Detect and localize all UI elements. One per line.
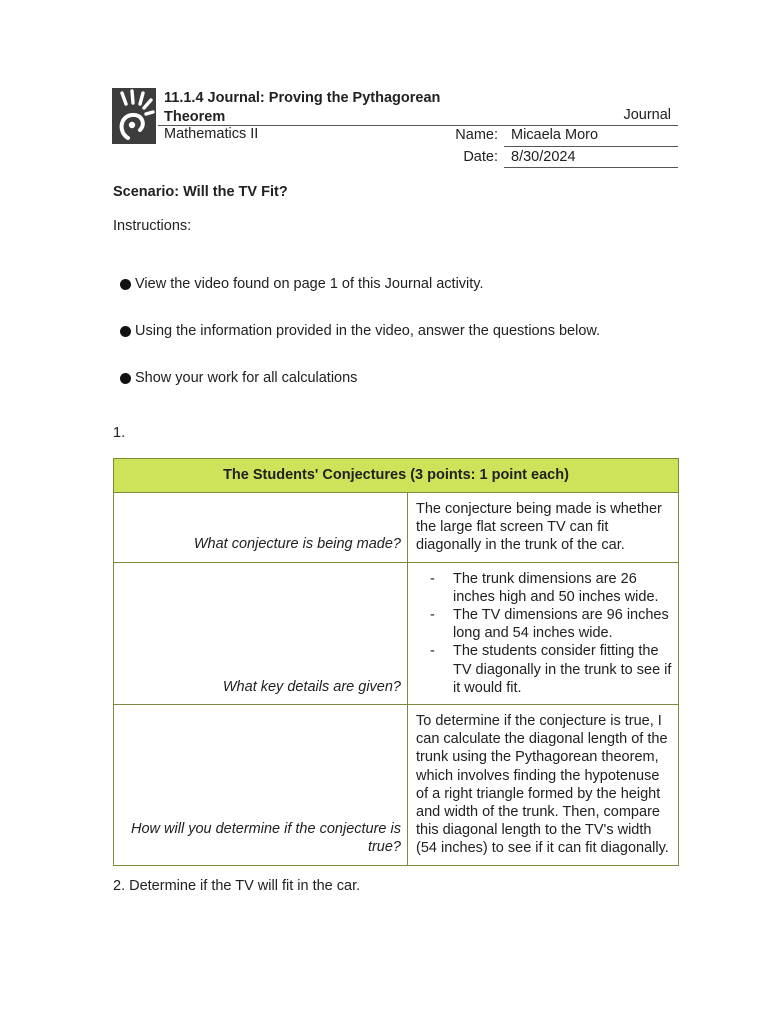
list-item: - The trunk dimensions are 26 inches high and 50 inches wide. [416, 570, 672, 606]
date-value: 8/30/2024 [511, 149, 576, 165]
list-item: - The TV dimensions are 96 inches long and 54 inches wide. [416, 606, 672, 642]
row-answer: To determine if the conjecture is true, I can calculate the diagonal length of the trunk using the Pythagorean theorem, which involves finding the hypotenuse of a right triangle formed by the height and width of the trunk. Then, compare this diagonal length to the TV's width (54 inches) to see if it can fit diagonally. [408, 705, 679, 866]
row-question: What conjecture is being made? [114, 493, 408, 563]
instruction-item [120, 370, 357, 386]
table-row [114, 562, 679, 704]
instruction-item [120, 323, 600, 339]
bullet-icon [120, 279, 131, 290]
conjectures-table [113, 458, 679, 866]
instruction-item [120, 276, 484, 292]
subject-label: Mathematics II [164, 126, 259, 142]
date-label: Date: [463, 149, 498, 165]
table-header-row [114, 459, 679, 493]
instruction-text: Show your work for all calculations [135, 370, 358, 386]
row-answer: The conjecture being made is whether the large flat screen TV can fit diagonally in the trunk of the car. [408, 493, 679, 563]
question-2-prompt: 2. Determine if the TV will fit in the car. [113, 878, 361, 894]
document-title: 11.1.4 Journal: Proving the Pythagorean Theorem [164, 90, 441, 125]
journal-type-label: Journal [623, 107, 671, 123]
table-row [114, 705, 679, 866]
table-header: The Students' Conjectures (3 points: 1 point each) [114, 459, 679, 493]
bullet-icon [120, 326, 131, 337]
bullet-icon [120, 373, 131, 384]
name-value: Micaela Moro [511, 127, 599, 143]
name-rule [504, 146, 678, 147]
instructions-label: Instructions: [113, 218, 192, 234]
row-question: What key details are given? [114, 562, 408, 704]
question-1-number: 1. [113, 425, 126, 441]
logo-icon [112, 88, 156, 144]
name-label: Name: [455, 127, 498, 143]
key-details-list [416, 570, 672, 697]
table-row [114, 493, 679, 563]
row-answer [408, 562, 679, 704]
row-question: How will you determine if the conjecture is true? [114, 705, 408, 866]
instruction-text: Using the information provided in the video, answer the questions below. [135, 323, 601, 339]
date-rule [504, 167, 678, 168]
list-item: - The students consider fitting the TV diagonally in the trunk to see if it would fit. [416, 642, 672, 697]
instruction-text: View the video found on page 1 of this Journal activity. [135, 276, 484, 292]
scenario-heading: Scenario: Will the TV Fit? [113, 184, 288, 200]
